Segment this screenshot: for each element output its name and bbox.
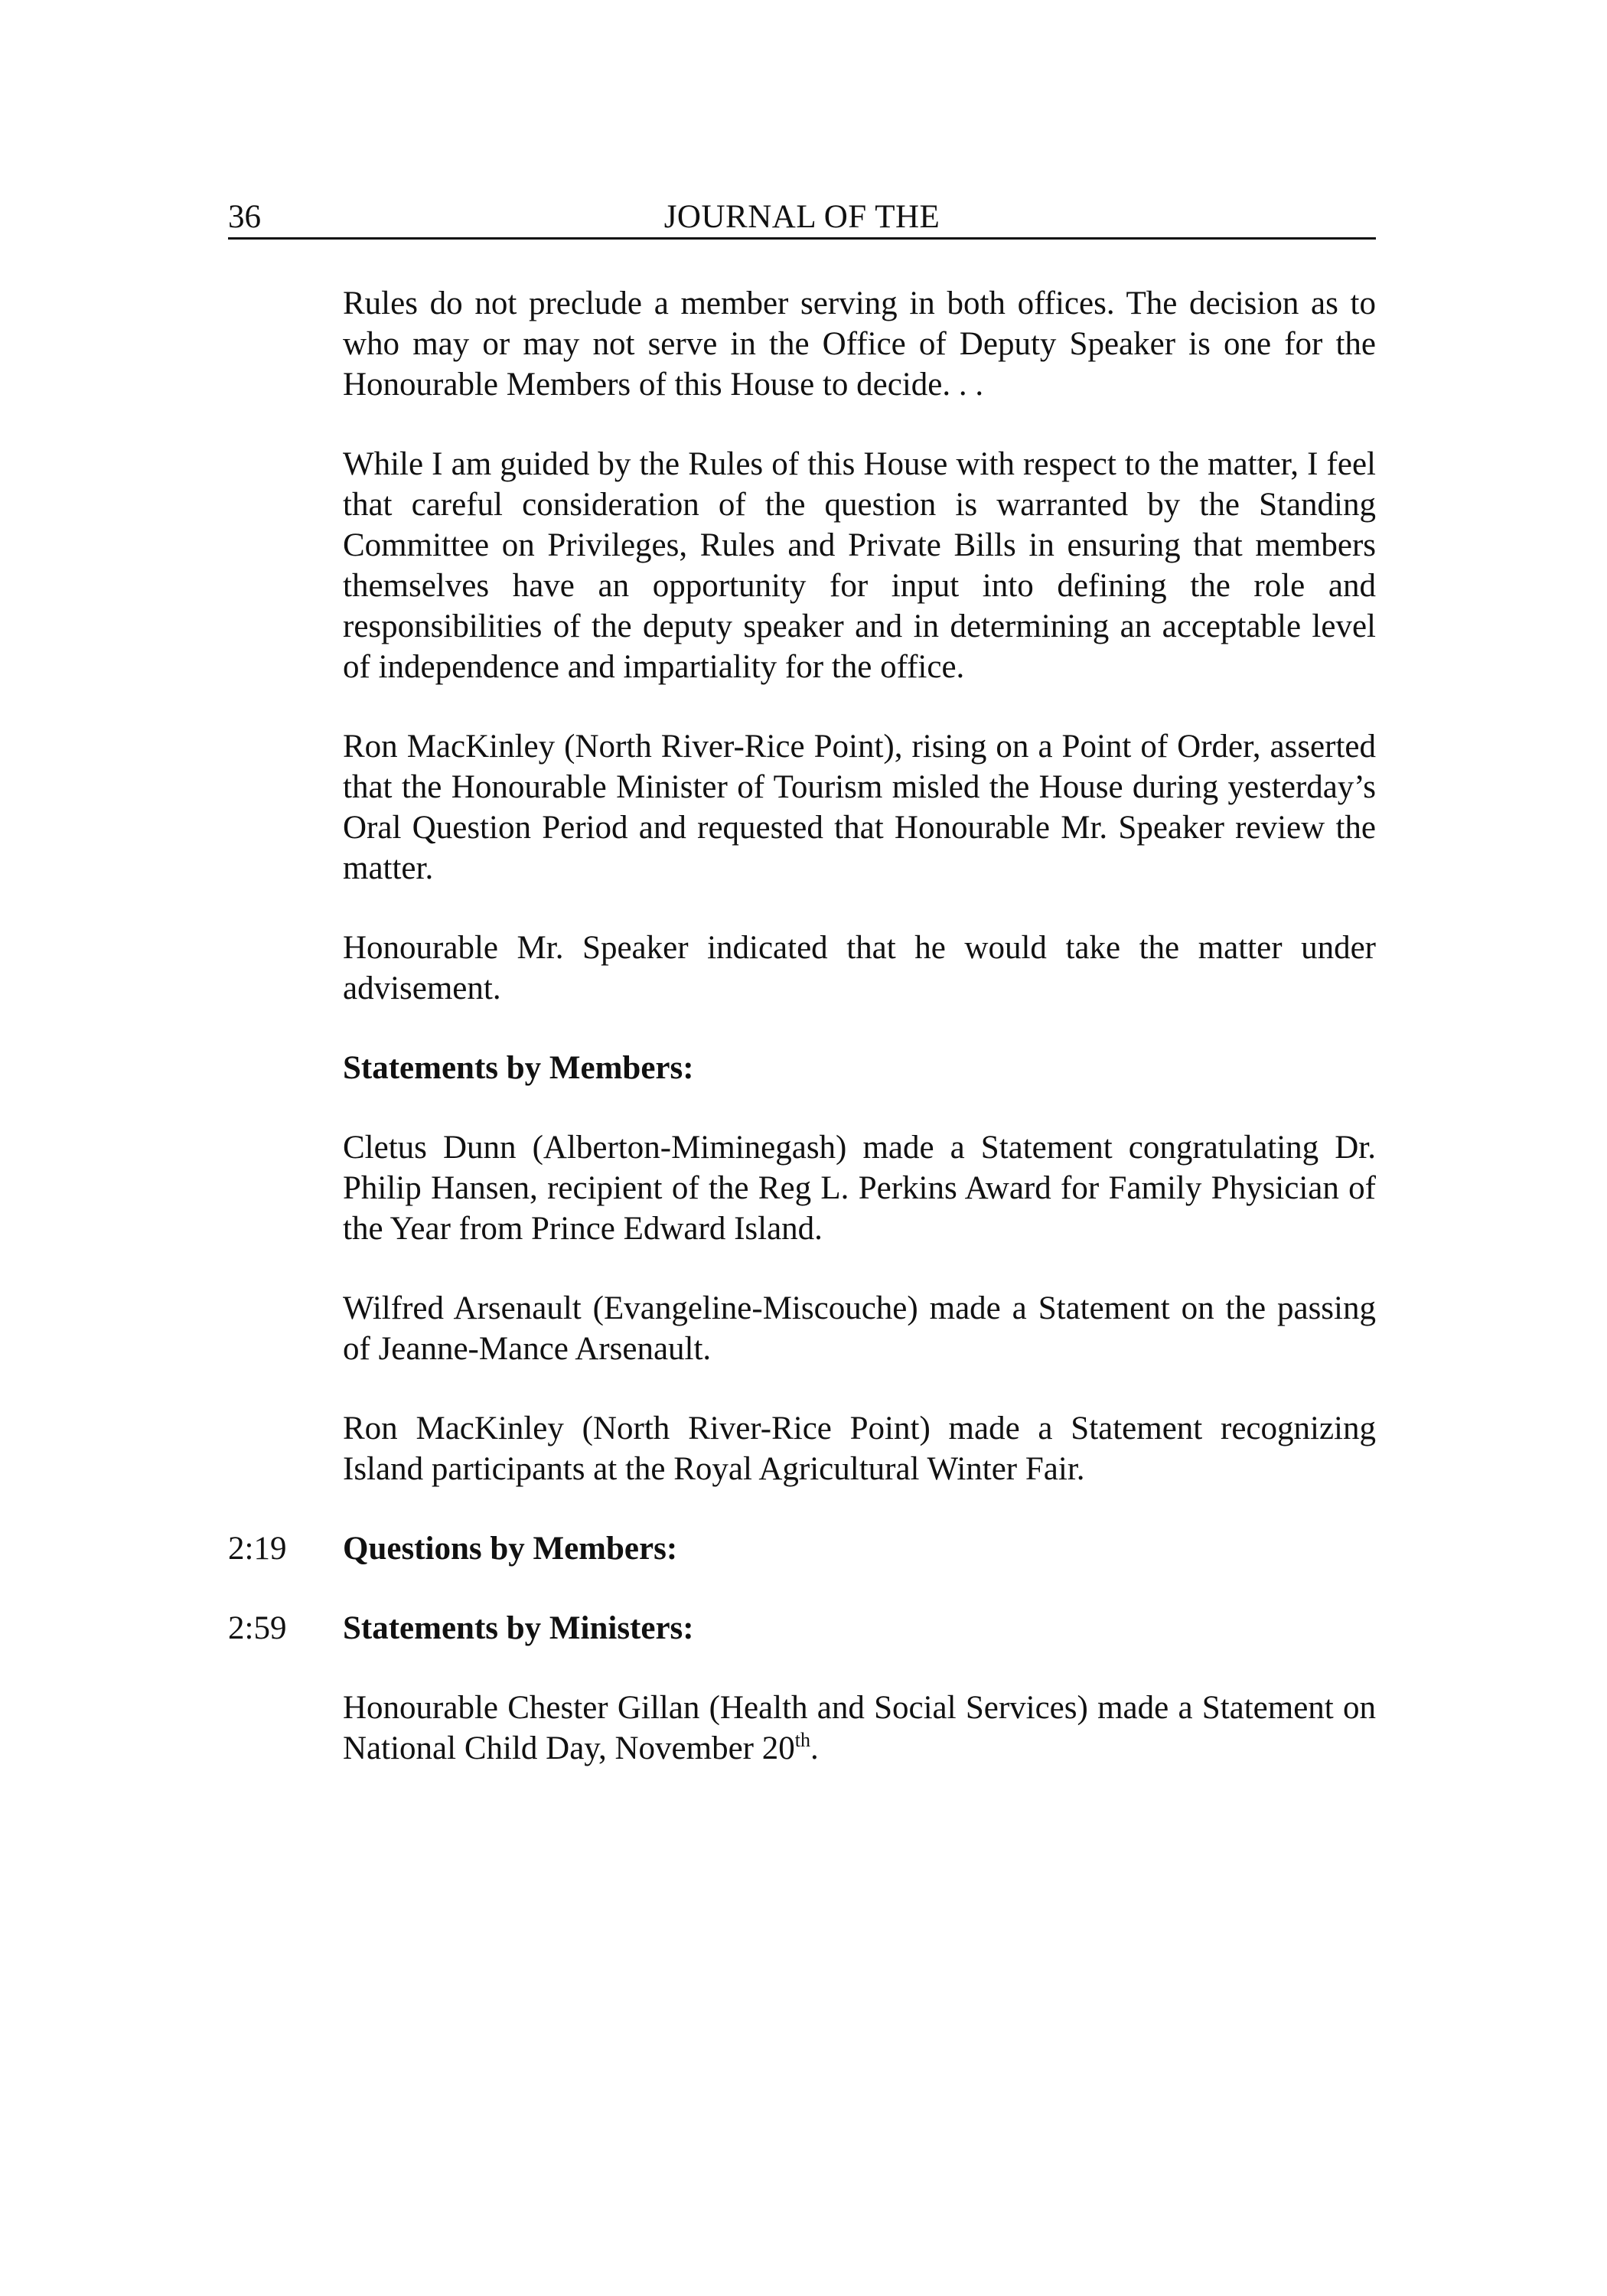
running-header	[228, 197, 1376, 240]
ordinal-suffix: th	[794, 1729, 810, 1751]
section-heading-label: Statements by Members:	[343, 1050, 694, 1086]
ruling-paragraph-2: While I am guided by the Rules of this House with respect to the matter, I feel that careful consideration of the question is warranted by the Standing Committee on Privileges, Rules and Private Bills in ensuring that members themselves have an opportunity for input into defining the role and responsibilities of the deputy speaker and in determining an acceptable level of independence and impartiality for the office.	[343, 446, 1376, 685]
section-heading-label: Statements by Ministers:	[343, 1610, 694, 1646]
ruling-paragraph-1: Rules do not preclude a member serving in both offices. The decision as to who may or may not serve in the Office of Deputy Speaker is one for the Honourable Members of this House to decide. . .	[343, 285, 1376, 403]
journal-title: JOURNAL OF THE	[663, 199, 940, 235]
questions-by-members-heading	[228, 1528, 1376, 1569]
member-statement-3: Ron MacKinley (North River-Rice Point) made a Statement recognizing Island participants at the Royal Agricultural Winter Fair.	[343, 1411, 1376, 1487]
section-heading-label: Questions by Members:	[343, 1531, 678, 1567]
time-stamp: 2:19	[228, 1531, 287, 1567]
minister-statement	[343, 1688, 1376, 1769]
speaker-advisement-paragraph: Honourable Mr. Speaker indicated that he would take the matter under advisement.	[343, 930, 1376, 1006]
page-number: 36	[228, 199, 261, 235]
journal-body	[228, 283, 1376, 1808]
member-statement-1: Cletus Dunn (Alberton-Miminegash) made a Statement congratulating Dr. Philip Hansen, recipient of the Reg L. Perkins Award for Family Physician of the Year from Prince Edward Island.	[343, 1130, 1376, 1247]
statements-by-members-heading	[343, 1048, 1376, 1088]
member-statement-2: Wilfred Arsenault (Evangeline-Miscouche) made a Statement on the passing of Jeanne-Mance Arsenault.	[343, 1290, 1376, 1367]
time-stamp: 2:59	[228, 1610, 287, 1646]
minister-statement-text: Honourable Chester Gillan (Health and Social Services) made a Statement on National Child Day, November 20	[343, 1690, 1376, 1766]
statements-by-ministers-heading	[228, 1608, 1376, 1649]
point-of-order-paragraph: Ron MacKinley (North River-Rice Point), rising on a Point of Order, asserted that the Honourable Minister of Tourism misled the House during yesterday’s Oral Question Period and requested that Honourable Mr. Speaker review the matter.	[343, 729, 1376, 886]
end-punctuation: .	[810, 1730, 819, 1766]
